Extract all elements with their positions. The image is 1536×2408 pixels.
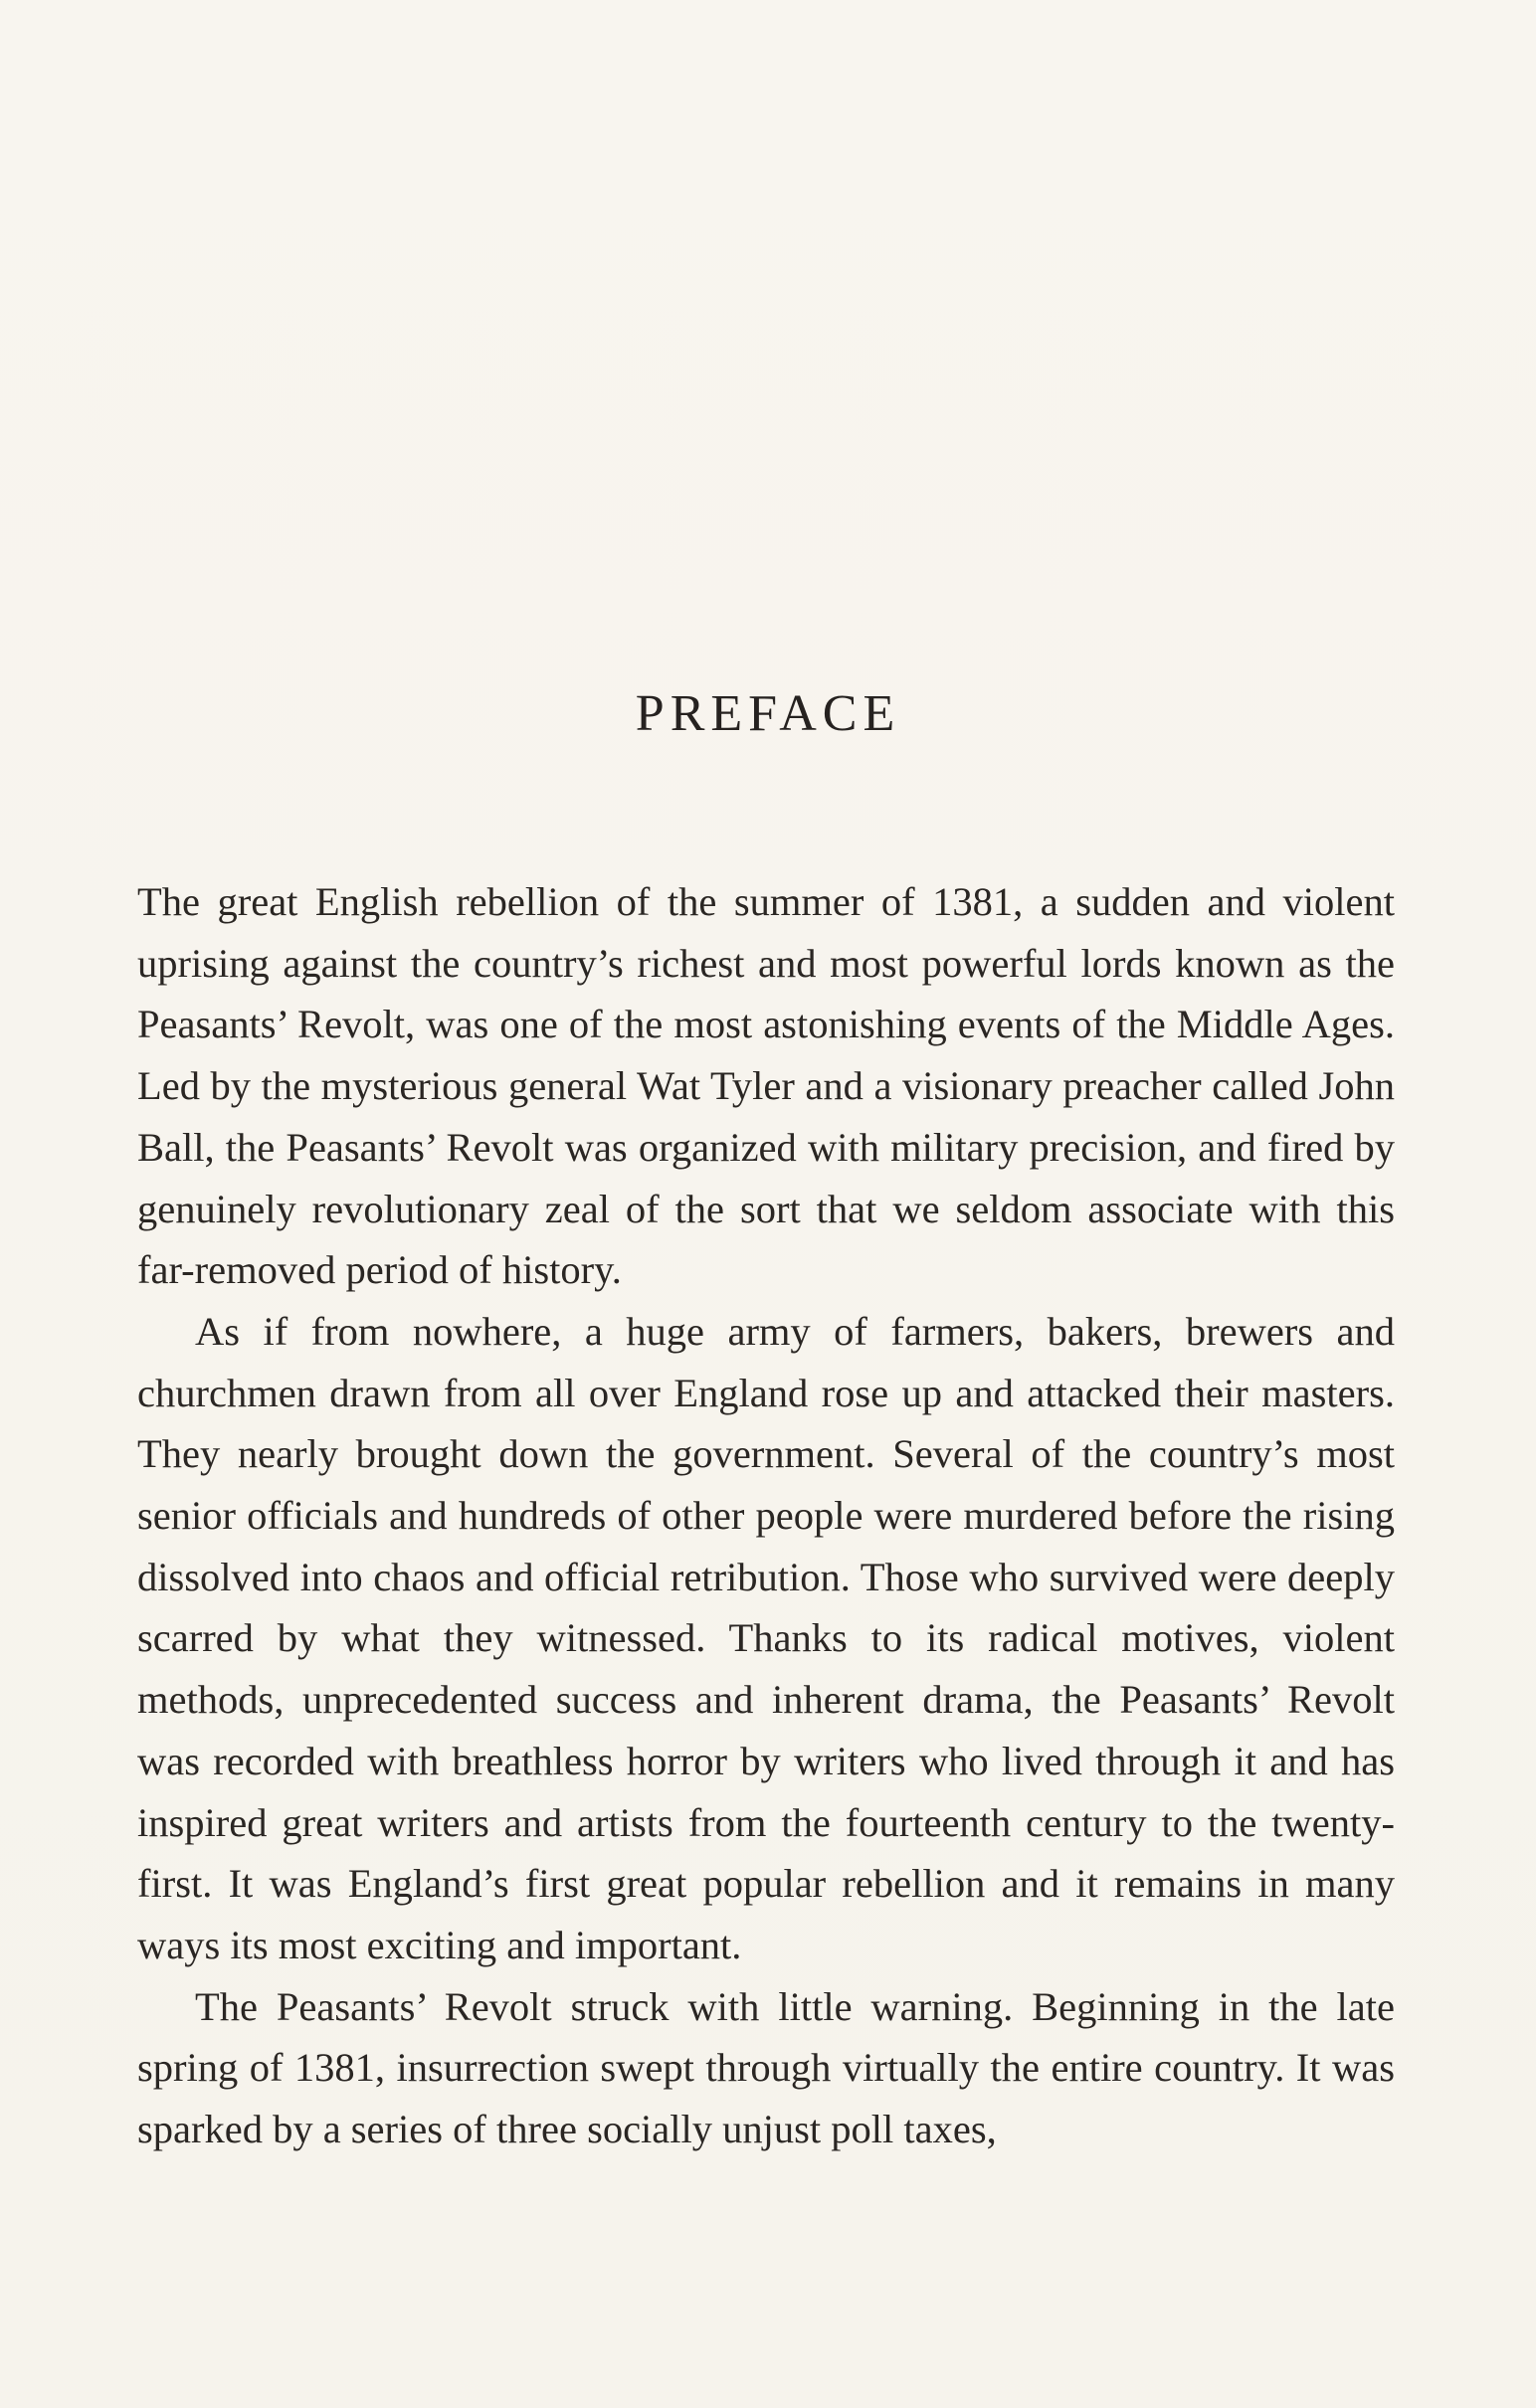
page-title: PREFACE <box>635 685 901 742</box>
paragraph-1: The great English rebellion of the summer of 1381, a sudden and violent uprising against the country’s richest and most powerful lords known as the Peasants’ Revolt, was one of the most astonishing events of the Middle Ages. Led by the mysterious general Wat Tyler and a visionary preacher called John Ball, the Peasants’ Revolt was organized with military precision, and fired by genuinely revolutionary zeal of the sort that we seldom associate with this far-removed period of history. <box>137 879 1395 1293</box>
body-text <box>137 871 1395 2160</box>
paragraph-3: The Peasants’ Revolt struck with little warning. Beginning in the late spring of 1381, insurrection swept through virtually the entire country. It was sparked by a series of three socially unjust poll taxes, <box>137 1983 1395 2152</box>
paragraph-2: As if from nowhere, a huge army of farmers, bakers, brewers and churchmen drawn from all over England rose up and attacked their masters. They nearly brought down the government. Several of the country’s most senior officials and hundreds of other people were murdered before the rising dissolved into chaos and official retribution. Those who survived were deeply scarred by what they witnessed. Thanks to its radical motives, violent methods, unprecedented success and inherent drama, the Peasants’ Revolt was recorded with breathless horror by writers who lived through it and has inspired great writers and artists from the fourteenth century to the twenty-first. It was England’s first great popular rebellion and it remains in many ways its most exciting and important. <box>137 1308 1395 1967</box>
